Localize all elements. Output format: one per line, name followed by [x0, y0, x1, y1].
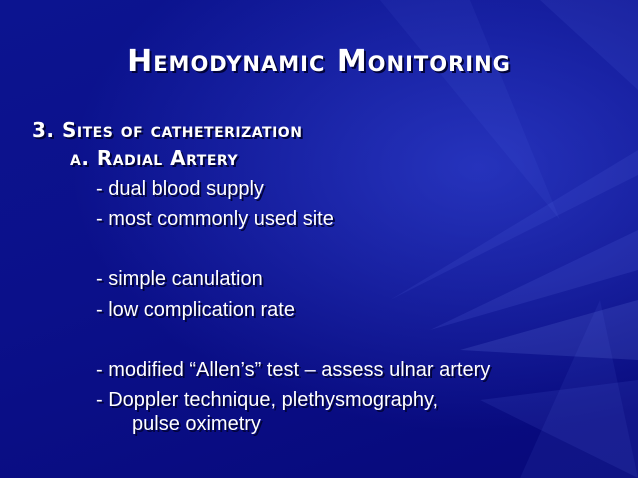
bullet-item-continuation: pulse oximetry	[132, 413, 261, 435]
subsection-heading: a. Radial Artery	[70, 146, 239, 170]
bullet-item: - low complication rate	[96, 299, 295, 321]
bullet-item: - modified “Allen’s” test – assess ulnar artery	[96, 359, 491, 381]
bullet-item: - most commonly used site	[96, 208, 334, 230]
bullet-item: - dual blood supply	[96, 178, 264, 200]
section-heading: 3. Sites of catheterization	[32, 118, 303, 142]
bullet-item: - Doppler technique, plethysmography,	[96, 389, 439, 411]
slide-title: Hemodynamic Monitoring	[127, 44, 511, 79]
bullet-item: - simple canulation	[96, 268, 263, 290]
